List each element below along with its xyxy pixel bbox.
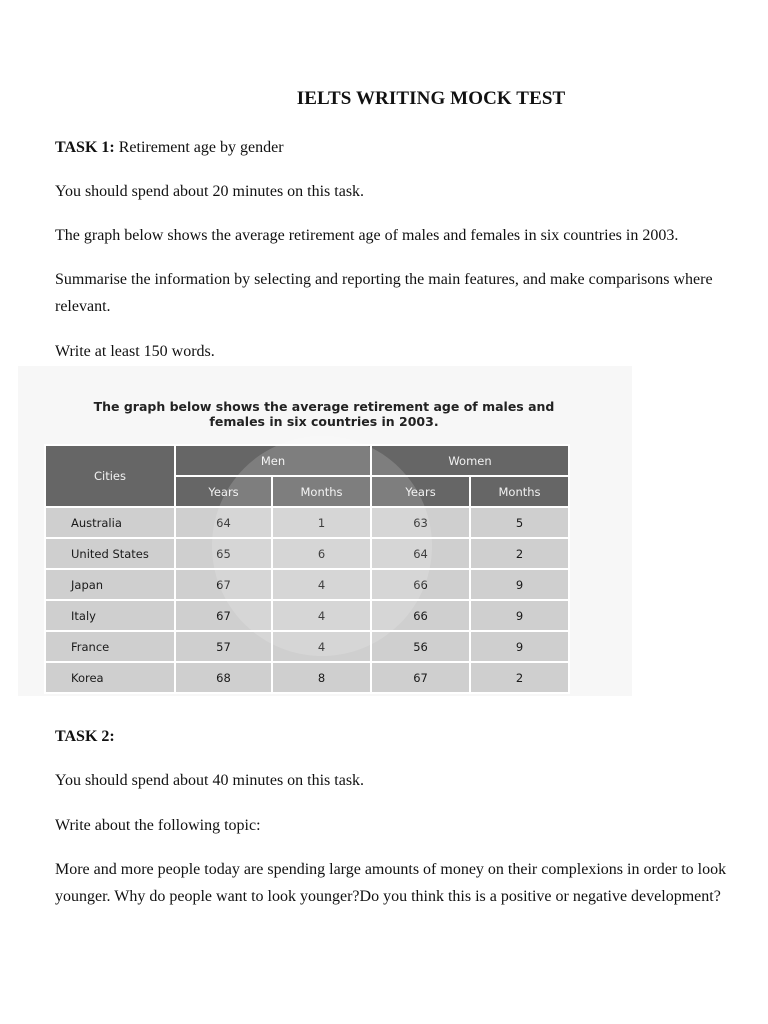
cell-men-months: 1 bbox=[272, 507, 371, 538]
page-title: IELTS WRITING MOCK TEST bbox=[296, 88, 566, 109]
cell-women-months: 9 bbox=[470, 569, 569, 600]
task1-description: The graph below shows the average retirement age of males and females in six countries in 2003. bbox=[55, 227, 679, 244]
cell-city: Japan bbox=[45, 569, 175, 600]
cell-men-years: 64 bbox=[175, 507, 272, 538]
task1-heading bbox=[55, 134, 745, 161]
table-row bbox=[45, 507, 569, 538]
cell-women-years: 64 bbox=[371, 538, 470, 569]
cell-men-months: 6 bbox=[272, 538, 371, 569]
cell-women-months: 2 bbox=[470, 662, 569, 693]
task2-topic: More and more people today are spending large amounts of money on their complexions in order to look younger. Why do people want to look younger?Do you think this is a positive or negative development? bbox=[55, 861, 727, 905]
header-women-months: Months bbox=[470, 476, 569, 507]
cell-city: Korea bbox=[45, 662, 175, 693]
table-row bbox=[45, 569, 569, 600]
task2-time: You should spend about 40 minutes on this task. bbox=[55, 772, 365, 789]
retirement-table bbox=[44, 444, 570, 694]
table-header-row bbox=[45, 445, 569, 476]
task1-instruction: Summarise the information by selecting and reporting the main features, and make comparisons where relevant. bbox=[55, 271, 713, 315]
header-women: Women bbox=[371, 445, 569, 476]
task2-intro: Write about the following topic: bbox=[55, 817, 261, 834]
cell-men-years: 57 bbox=[175, 631, 272, 662]
table-row bbox=[45, 631, 569, 662]
figure-title-line2: females in six countries in 2003. bbox=[209, 414, 439, 429]
cell-men-years: 65 bbox=[175, 538, 272, 569]
cell-men-months: 8 bbox=[272, 662, 371, 693]
cell-men-years: 68 bbox=[175, 662, 272, 693]
task2-heading bbox=[55, 723, 745, 750]
table-row bbox=[45, 600, 569, 631]
cell-women-years: 66 bbox=[371, 600, 470, 631]
cell-women-months: 9 bbox=[470, 631, 569, 662]
table-row bbox=[45, 662, 569, 693]
cell-city: United States bbox=[45, 538, 175, 569]
cell-men-months: 4 bbox=[272, 631, 371, 662]
cell-men-years: 67 bbox=[175, 600, 272, 631]
figure-title bbox=[63, 399, 585, 429]
header-women-years: Years bbox=[371, 476, 470, 507]
task1-topic: Retirement age by gender bbox=[114, 139, 284, 156]
cell-city: Australia bbox=[45, 507, 175, 538]
cell-city: Italy bbox=[45, 600, 175, 631]
header-men-years: Years bbox=[175, 476, 272, 507]
task1-word-count: Write at least 150 words. bbox=[55, 343, 215, 360]
task1-label: TASK 1: bbox=[55, 139, 115, 156]
cell-city: France bbox=[45, 631, 175, 662]
header-cities: Cities bbox=[45, 445, 175, 507]
task2-label: TASK 2: bbox=[55, 728, 115, 745]
cell-women-years: 56 bbox=[371, 631, 470, 662]
cell-men-months: 4 bbox=[272, 600, 371, 631]
cell-women-months: 9 bbox=[470, 600, 569, 631]
header-men: Men bbox=[175, 445, 371, 476]
table-row bbox=[45, 538, 569, 569]
cell-women-years: 67 bbox=[371, 662, 470, 693]
cell-men-months: 4 bbox=[272, 569, 371, 600]
figure-title-line1: The graph below shows the average retirement age of males and bbox=[93, 399, 555, 414]
cell-men-years: 67 bbox=[175, 569, 272, 600]
cell-women-months: 5 bbox=[470, 507, 569, 538]
retirement-figure bbox=[18, 366, 632, 696]
header-men-months: Months bbox=[272, 476, 371, 507]
cell-women-years: 66 bbox=[371, 569, 470, 600]
cell-women-months: 2 bbox=[470, 538, 569, 569]
task1-time: You should spend about 20 minutes on this task. bbox=[55, 183, 365, 200]
cell-women-years: 63 bbox=[371, 507, 470, 538]
